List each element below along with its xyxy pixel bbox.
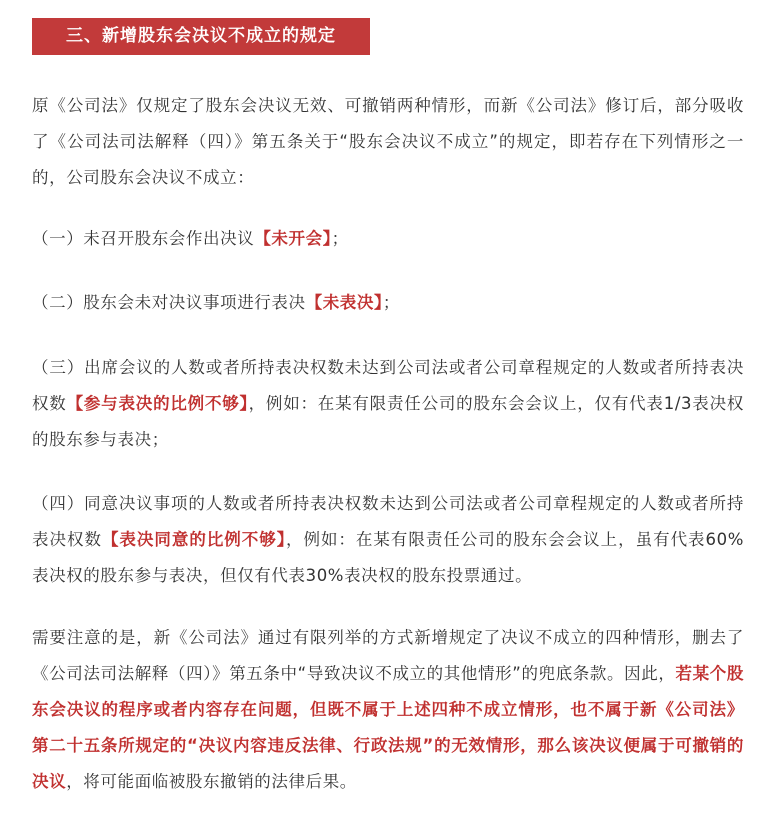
list-item-1-suffix: ； bbox=[331, 229, 349, 248]
list-item-3-suffix: ，例如：在某有限责任公司的股东会会议上，仅有代表1/3表决权的股东参与表决； bbox=[32, 394, 744, 449]
list-item-3 bbox=[32, 350, 744, 458]
list-item-1 bbox=[32, 221, 744, 257]
list-item-2-highlight: 【未表决】 bbox=[305, 293, 383, 312]
list-item-1-highlight: 【未开会】 bbox=[254, 229, 332, 248]
list-item-3-text: （三）出席会议的人数或者所持表决权数未达到公司法或者公司章程规定的人数或者所持表决权数 bbox=[32, 358, 744, 413]
note-highlight: 若某个股东会决议的程序或者内容存在问题，但既不属于上述四种不成立情形，也不属于新《公司法》第二十五条所规定的“决议内容违反法律、行政法规”的无效情形，那么该决议便属于可撤销的决议 bbox=[32, 664, 744, 791]
list-item-4-suffix: ，例如：在某有限责任公司的股东会会议上，虽有代表60%表决权的股东参与表决，但仅有代表30%表决权的股东投票通过。 bbox=[32, 530, 745, 585]
intro-paragraph: 原《公司法》仅规定了股东会决议无效、可撤销两种情形，而新《公司法》修订后，部分吸收了《公司法司法解释（四）》第五条关于“股东会决议不成立”的规定，即若存在下列情形之一的，公司股东会决议不成立： bbox=[32, 96, 744, 187]
section-title: 三、新增股东会决议不成立的规定 bbox=[32, 18, 370, 55]
note-text: 需要注意的是，新《公司法》通过有限列举的方式新增规定了决议不成立的四种情形，删去了《公司法司法解释（四）》第五条中“导致决议不成立的其他情形”的兜底条款。因此， bbox=[32, 628, 744, 683]
list-item-4-highlight: 【表决同意的比例不够】 bbox=[101, 530, 286, 549]
list-item-2-text: （二）股东会未对决议事项进行表决 bbox=[32, 293, 306, 312]
list-item-2 bbox=[32, 285, 744, 321]
list-item-2-suffix: ； bbox=[382, 293, 400, 312]
list-item-4 bbox=[32, 486, 744, 594]
list-item-3-highlight: 【参与表决的比例不够】 bbox=[66, 394, 249, 413]
note-paragraph bbox=[32, 620, 744, 800]
note-suffix: ，将可能面临被股东撤销的法律后果。 bbox=[66, 772, 357, 791]
list-item-1-text: （一）未召开股东会作出决议 bbox=[32, 229, 255, 248]
list-item-4-text: （四）同意决议事项的人数或者所持表决权数未达到公司法或者公司章程规定的人数或者所持表决权数 bbox=[32, 494, 744, 549]
